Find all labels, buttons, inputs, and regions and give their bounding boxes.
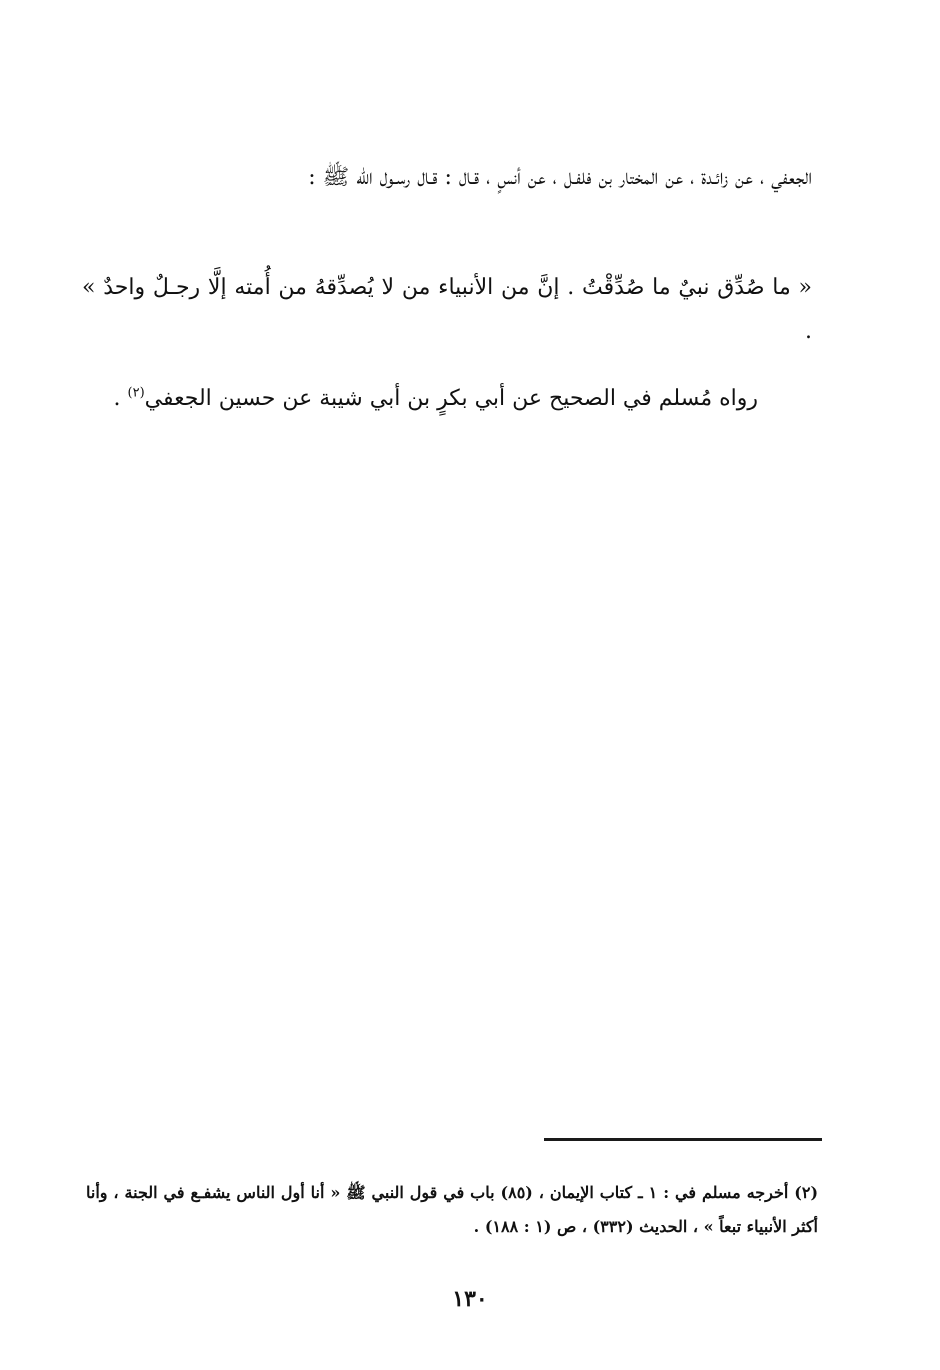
- footnote-text: (٢) أخرجه مسلم في : ١ ـ كتاب الإيمان ، (٨٥) باب في قول النبي ﷺ « أنا أول الناس يشفـع في الجنة ، وأنا أكثر الأنبياء تبعاً » ، الحديث (٣٣٢) ، ص (١ : ١٨٨) .: [86, 1183, 819, 1236]
- source-reference-text: رواه مُسلم في الصحيح عن أبي بكرٍ بن أبي شيبة عن حسين الجعفي: [144, 386, 758, 411]
- page-number: ١٣٠: [452, 1286, 488, 1312]
- footnote-divider: [544, 1138, 822, 1141]
- paragraph-source-reference: [82, 377, 758, 421]
- closing-punctuation: .: [113, 386, 128, 411]
- paragraph-isnad: الجعفي ، عن زائـدة ، عن المختار بن فلفـل ، عن أنسٍ ، قـال : قـال رسـول الله ﷺ :: [308, 165, 812, 190]
- footnote-marker: (٢): [127, 385, 145, 401]
- paragraph-hadith-text: « ما صُدِّق نبيٌ ما صُدِّقْتُ . إنَّ من الأنبياء من لا يُصدِّقهُ من أُمته إلَّا رجـلٌ واحدٌ » .: [82, 275, 812, 344]
